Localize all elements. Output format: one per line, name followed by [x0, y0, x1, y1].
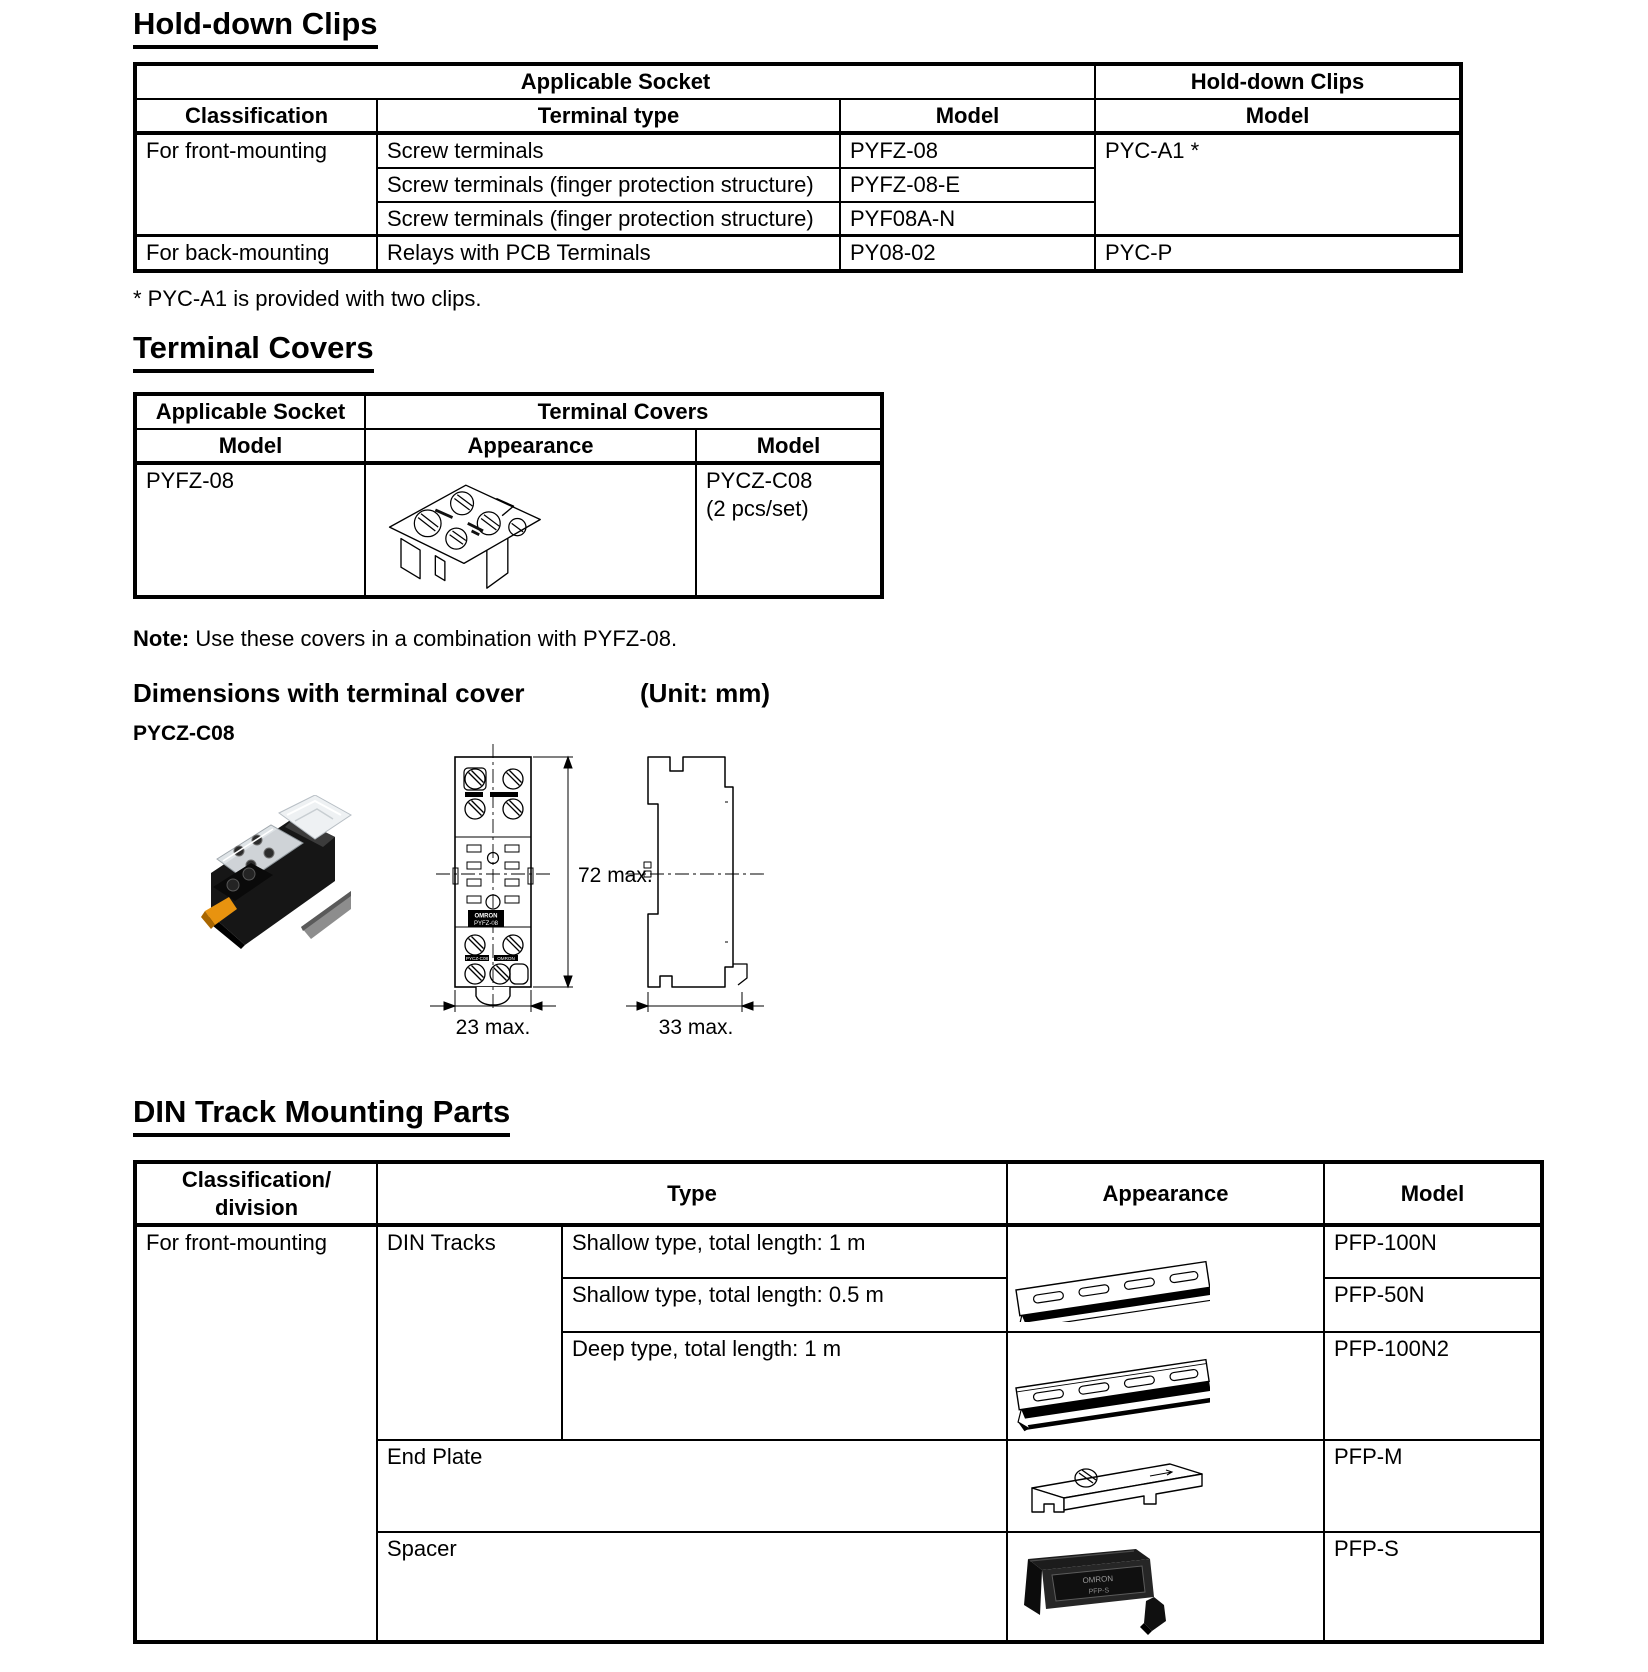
relay-socket-photo — [183, 795, 355, 963]
cell-model: PYFZ-08 — [840, 133, 1095, 168]
col-model: Model — [1324, 1162, 1542, 1225]
table-row — [135, 463, 882, 597]
covers-section-title: Terminal Covers — [133, 330, 374, 373]
cell-type: Deep type, total length: 1 m — [562, 1332, 1007, 1440]
col-socket-model: Model — [135, 429, 365, 464]
cell-model: PFP-50N — [1324, 1278, 1542, 1332]
terminal-cover-drawing — [368, 468, 558, 592]
cell-classification: For front-mounting — [135, 1225, 377, 1642]
din-rail-shallow-drawing — [1010, 1236, 1210, 1322]
cell-appearance-deep-rail — [1007, 1332, 1324, 1440]
cell-classification: For back-mounting — [135, 236, 377, 271]
cell-terminal-type: Relays with PCB Terminals — [377, 236, 840, 271]
cell-terminal-type: Screw terminals (finger protection structure) — [377, 168, 840, 202]
cell-terminal-type: Screw terminals — [377, 133, 840, 168]
dimension-drawing — [420, 742, 780, 1042]
dimensions-unit: (Unit: mm) — [640, 678, 770, 708]
front-badge-brand2: OMRON — [497, 956, 515, 961]
terminal-covers-table — [133, 392, 884, 599]
cell-cover-model — [696, 463, 882, 597]
covers-col-header-row — [135, 429, 882, 464]
table-row — [135, 1225, 1542, 1278]
dim-height-label: 72 max. — [578, 864, 653, 887]
cell-terminal-type: Screw terminals (finger protection structure) — [377, 202, 840, 236]
cell-model: PFP-S — [1324, 1532, 1542, 1642]
cell-type: Shallow type, total length: 0.5 m — [562, 1278, 1007, 1332]
holddown-group-socket: Applicable Socket — [135, 64, 1095, 99]
cell-model: PFP-M — [1324, 1440, 1542, 1532]
cell-type: Spacer — [377, 1532, 1007, 1642]
din-rail-deep-drawing — [1010, 1340, 1210, 1432]
classification-header-line1: Classification/ — [181, 1167, 332, 1192]
din-section-title: DIN Track Mounting Parts — [133, 1094, 510, 1137]
col-classification-division — [135, 1162, 377, 1225]
spacer-engraving-brand: OMRON — [1082, 1573, 1114, 1585]
cell-model: PY08-02 — [840, 236, 1095, 271]
din-track-table — [133, 1160, 1544, 1644]
table-row — [135, 133, 1461, 168]
holddown-section-title: Hold-down Clips — [133, 6, 378, 49]
covers-note — [133, 626, 677, 652]
front-badge-model: PYFZ-08 — [473, 921, 499, 927]
din-header-row — [135, 1162, 1542, 1225]
cover-model-text: PYCZ-C08 — [706, 468, 813, 493]
dim-width-label: 23 max. — [455, 1016, 531, 1039]
col-appearance: Appearance — [1007, 1162, 1324, 1225]
covers-group-covers: Terminal Covers — [365, 394, 882, 429]
side-view-drawing — [644, 757, 747, 987]
col-type: Type — [377, 1162, 1007, 1225]
cell-model: PYF08A-N — [840, 202, 1095, 236]
spacer-drawing — [1010, 1537, 1170, 1637]
dim-depth — [626, 992, 764, 1012]
front-badge-cover: PYCZ-C08 — [465, 956, 489, 961]
dimensions-heading: Dimensions with terminal cover — [133, 678, 525, 708]
front-view-drawing — [436, 744, 550, 1012]
cell-appearance-spacer — [1007, 1532, 1324, 1642]
col-clip-model: Model — [1095, 99, 1461, 134]
table-row — [135, 236, 1461, 271]
classification-header-line2: division — [214, 1194, 299, 1220]
covers-group-header-row — [135, 394, 882, 429]
col-classification: Classification — [135, 99, 377, 134]
holddown-group-header-row — [135, 64, 1461, 99]
cell-appearance-shallow-rail — [1007, 1225, 1324, 1332]
holddown-footnote: * PYC-A1 is provided with two clips. — [133, 286, 482, 311]
cell-model: PFP-100N — [1324, 1225, 1542, 1278]
holddown-table — [133, 62, 1463, 273]
cell-appearance-end-plate — [1007, 1440, 1324, 1532]
cell-clip-model: PYC-A1 * — [1095, 133, 1461, 236]
cell-clip-model: PYC-P — [1095, 236, 1461, 271]
holddown-group-clips: Hold-down Clips — [1095, 64, 1461, 99]
cell-type-group: DIN Tracks — [377, 1225, 562, 1440]
cover-qty-text: (2 pcs/set) — [706, 495, 809, 521]
dim-depth-label: 33 max. — [658, 1016, 734, 1039]
note-label: Note: — [133, 626, 190, 651]
col-terminal-type: Terminal type — [377, 99, 840, 134]
cell-type: End Plate — [377, 1440, 1007, 1532]
cell-cover-appearance — [365, 463, 696, 597]
front-badge-brand: OMRON — [474, 913, 498, 920]
cell-model: PFP-100N2 — [1324, 1332, 1542, 1440]
col-model: Model — [840, 99, 1095, 134]
cell-type: Shallow type, total length: 1 m — [562, 1225, 1007, 1278]
dim-height — [533, 757, 573, 987]
holddown-col-header-row — [135, 99, 1461, 134]
col-appearance: Appearance — [365, 429, 696, 464]
end-plate-drawing — [1010, 1446, 1220, 1526]
cell-socket-model: PYFZ-08 — [135, 463, 365, 597]
dimensions-model-label: PYCZ-C08 — [133, 722, 235, 745]
col-cover-model: Model — [696, 429, 882, 464]
note-text: Use these covers in a combination with PYFZ-08. — [195, 626, 678, 651]
covers-group-socket: Applicable Socket — [135, 394, 365, 429]
cell-classification: For front-mounting — [135, 133, 377, 236]
spacer-engraving-model: PFP-S — [1088, 1586, 1110, 1596]
cell-model: PYFZ-08-E — [840, 168, 1095, 202]
